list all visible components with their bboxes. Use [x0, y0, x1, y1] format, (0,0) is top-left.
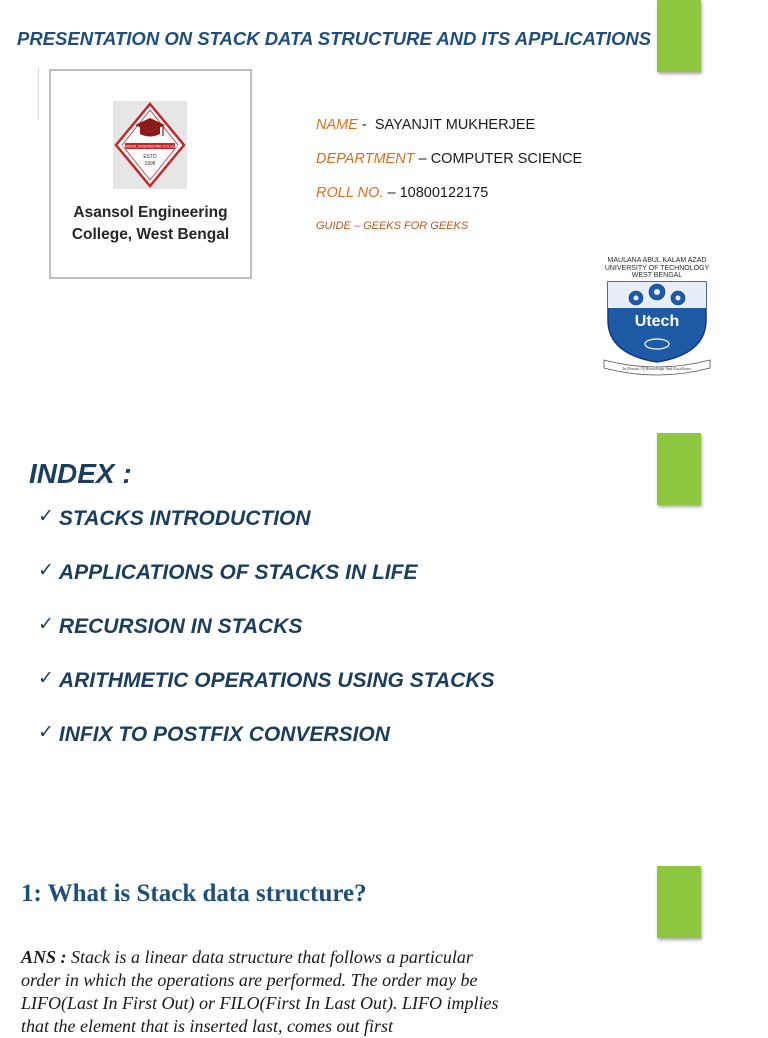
answer-text: Stack is a linear data structure that follows a particular order in which the operations are performed. The order may be LIFO(Last In First Out) or FILO(First In Last Out). LIFO implies that the element that is inserted last, comes out first	[21, 947, 499, 1036]
university-name	[598, 257, 716, 280]
utech-motto: In Pursuit Of Knowledge And Excellence	[622, 366, 692, 371]
index-item: ✓ RECURSION IN STACKS	[38, 614, 303, 638]
college-emblem-icon	[113, 101, 187, 189]
info-department	[316, 151, 582, 167]
title-slide	[0, 0, 768, 400]
checkmark-icon: ✓	[38, 668, 54, 689]
university-name-line3: WEST BENGAL	[631, 272, 683, 279]
college-emblem-text: ASANSOL ENGINEERING COLLEGE	[121, 144, 179, 149]
accent-bar	[657, 0, 701, 72]
info-guide: GUIDE – GEEKS FOR GEEKS	[316, 220, 469, 232]
utech-brand: Utech	[634, 313, 680, 330]
university-name-line1: MAULANA ABUL KALAM AZAD	[607, 257, 707, 264]
info-name-sep: -	[357, 117, 375, 133]
index-item: ✓ APPLICATIONS OF STACKS IN LIFE	[38, 560, 418, 584]
college-logo	[49, 69, 252, 279]
college-name-line1: Asansol Engineering	[73, 204, 228, 221]
info-department-label: DEPARTMENT	[316, 151, 415, 167]
checkmark-icon: ✓	[38, 614, 54, 635]
info-department-value: COMPUTER SCIENCE	[430, 151, 583, 167]
presentation-title: PRESENTATION ON STACK DATA STRUCTURE AND ITS APPLICATIONS	[17, 28, 652, 49]
answer-label: ANS :	[21, 947, 67, 967]
info-name	[316, 117, 535, 133]
college-name	[51, 202, 250, 246]
college-estd-year: 1998	[144, 161, 156, 167]
info-roll	[316, 185, 488, 201]
info-name-label: NAME	[316, 117, 358, 133]
info-name-value: SAYANJIT MUKHERJEE	[374, 117, 536, 133]
index-item: ✓ INFIX TO POSTFIX CONVERSION	[38, 722, 390, 746]
checkmark-icon: ✓	[38, 722, 54, 743]
index-item: ✓ ARITHMETIC OPERATIONS USING STACKS	[38, 668, 495, 692]
index-list	[38, 505, 495, 775]
answer-paragraph	[21, 946, 509, 1038]
college-estd-label: ESTD	[143, 154, 157, 160]
info-roll-label: ROLL NO.	[316, 185, 384, 201]
info-roll-sep: –	[383, 185, 400, 201]
checkmark-icon: ✓	[38, 506, 54, 527]
index-item: ✓ STACKS INTRODUCTION	[38, 506, 311, 530]
checkmark-icon: ✓	[38, 560, 54, 581]
university-name-line2: UNIVERSITY OF TECHNOLOGY	[604, 264, 710, 272]
college-name-line2: College, West Bengal	[71, 226, 230, 243]
info-department-sep: –	[414, 151, 431, 167]
info-roll-value: 10800122175	[399, 185, 489, 201]
divider-line	[38, 68, 39, 120]
accent-bar	[657, 866, 701, 938]
question-title: 1: What is Stack data structure?	[21, 880, 367, 907]
accent-bar	[657, 433, 701, 505]
index-title: INDEX :	[29, 458, 132, 489]
